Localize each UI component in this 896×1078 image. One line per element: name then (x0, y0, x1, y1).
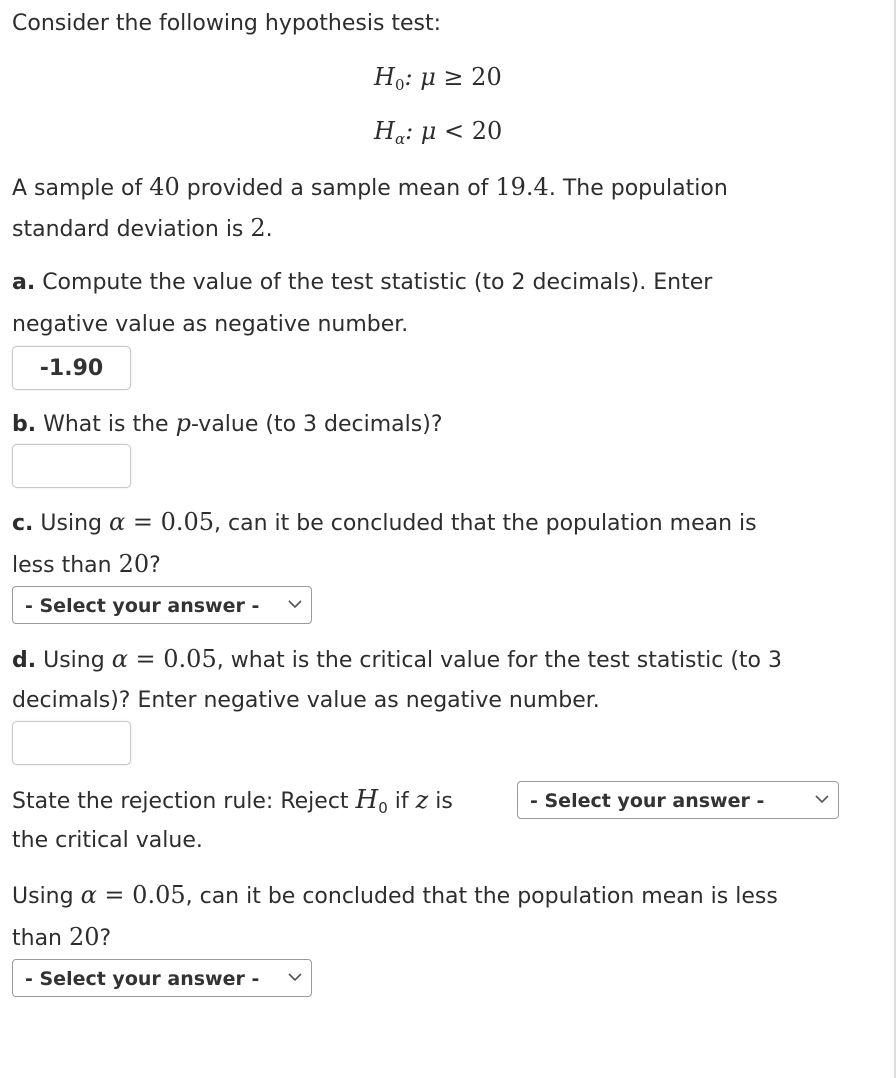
p-value-input[interactable] (12, 444, 131, 488)
rejection-rule-line2 (12, 826, 203, 856)
part-a-question-line2 (12, 310, 408, 340)
equals-sign: = (96, 881, 133, 909)
test-statistic-input[interactable] (12, 346, 131, 390)
select-label: - Select your answer - (25, 968, 260, 990)
part-c-question-line2 (12, 549, 161, 581)
rejection-rule-select[interactable] (517, 781, 839, 819)
select-label: - Select your answer - (530, 790, 765, 812)
part-a-label: a. (12, 270, 36, 295)
ha-subscript: α (394, 130, 406, 148)
conclusion-text: , can it be concluded that the population mean is less (185, 884, 778, 909)
ha-relation: : μ < (405, 117, 472, 145)
part-b-label: b. (12, 412, 37, 437)
conclusion-text: than (12, 926, 69, 951)
part-d-question-line1 (12, 644, 782, 676)
part-c-text: , can it be concluded that the population mean is (214, 511, 757, 536)
part-d-text: decimals)? Enter negative value as negative number. (12, 688, 600, 713)
part-c-text: Using (33, 511, 109, 536)
part-a-text: Compute the value of the test statistic (to 2 decimals). Enter (35, 270, 713, 295)
h0-value: 20 (471, 63, 502, 91)
intro-label: Consider the following hypothesis test: (12, 11, 442, 36)
sample-text: . The population (548, 176, 728, 201)
part-a-text: negative value as negative number. (12, 312, 409, 337)
chevron-down-icon (287, 596, 303, 612)
alpha-value: 0.05 (160, 508, 215, 536)
conclusion-question-line1 (12, 880, 778, 912)
part-c-text: less than (12, 553, 119, 578)
alpha-value: 0.05 (132, 881, 186, 909)
h0-relation: : μ ≥ (404, 63, 472, 91)
part-d-label: d. (12, 648, 37, 673)
alpha-symbol: α (111, 645, 128, 673)
hypothesized-mean: 20 (118, 550, 150, 578)
conclusion-question-line2 (12, 922, 111, 954)
sample-text: provided a sample mean of (179, 176, 496, 201)
sample-size: 40 (149, 173, 180, 201)
sample-text: A sample of (12, 176, 150, 201)
alternative-hypothesis (374, 116, 502, 154)
chevron-down-icon (287, 969, 303, 985)
population-sd: 2 (250, 214, 266, 242)
sample-mean: 19.4 (495, 173, 549, 201)
alpha-symbol: α (108, 508, 126, 536)
part-d-text: , what is the critical value for the test statistic (to 3 (216, 648, 783, 673)
rejection-text: if (387, 789, 416, 814)
z-symbol: z (415, 786, 429, 814)
test-statistic-value: -1.90 (39, 356, 104, 381)
rejection-text: is (428, 789, 453, 814)
part-c-text: ? (149, 553, 161, 578)
sample-text: standard deviation is (12, 217, 251, 242)
part-b-text: -value (to 3 decimals)? (190, 412, 443, 437)
part-a-question-line1 (12, 268, 712, 298)
part-b-text: What is the (36, 412, 176, 437)
part-d-text: Using (36, 648, 112, 673)
part-c-question-line1 (12, 507, 757, 539)
critical-value-input[interactable] (12, 721, 131, 765)
sample-description-line1 (12, 172, 728, 204)
select-label: - Select your answer - (25, 595, 260, 617)
h0-letter: H (355, 785, 379, 815)
conclusion-text: ? (99, 926, 112, 951)
equals-sign: = (125, 508, 161, 536)
h0-subscript: 0 (394, 76, 405, 94)
part-c-answer-select[interactable] (12, 586, 312, 624)
null-hypothesis (374, 62, 502, 100)
sample-text: . (265, 217, 273, 242)
ha-value: 20 (471, 117, 503, 145)
sample-description-line2 (12, 213, 273, 245)
equals-sign: = (127, 645, 164, 673)
rejection-text: State the rejection rule: Reject (12, 789, 356, 814)
conclusion-text: Using (12, 884, 81, 909)
h0-subscript: 0 (378, 799, 388, 817)
chevron-down-icon (814, 791, 830, 807)
intro-text (12, 9, 441, 39)
ha-letter: H (374, 117, 395, 145)
hypothesized-mean: 20 (69, 923, 100, 951)
part-b-question (12, 408, 443, 440)
alpha-symbol: α (80, 881, 97, 909)
h0-letter: H (374, 63, 395, 91)
conclusion-answer-select[interactable] (12, 959, 312, 997)
part-c-label: c. (12, 511, 34, 536)
p-symbol: p (175, 409, 191, 437)
part-d-question-line2 (12, 686, 600, 716)
rejection-rule-line1 (12, 785, 453, 823)
rejection-text: the critical value. (12, 828, 203, 853)
alpha-value: 0.05 (163, 645, 217, 673)
